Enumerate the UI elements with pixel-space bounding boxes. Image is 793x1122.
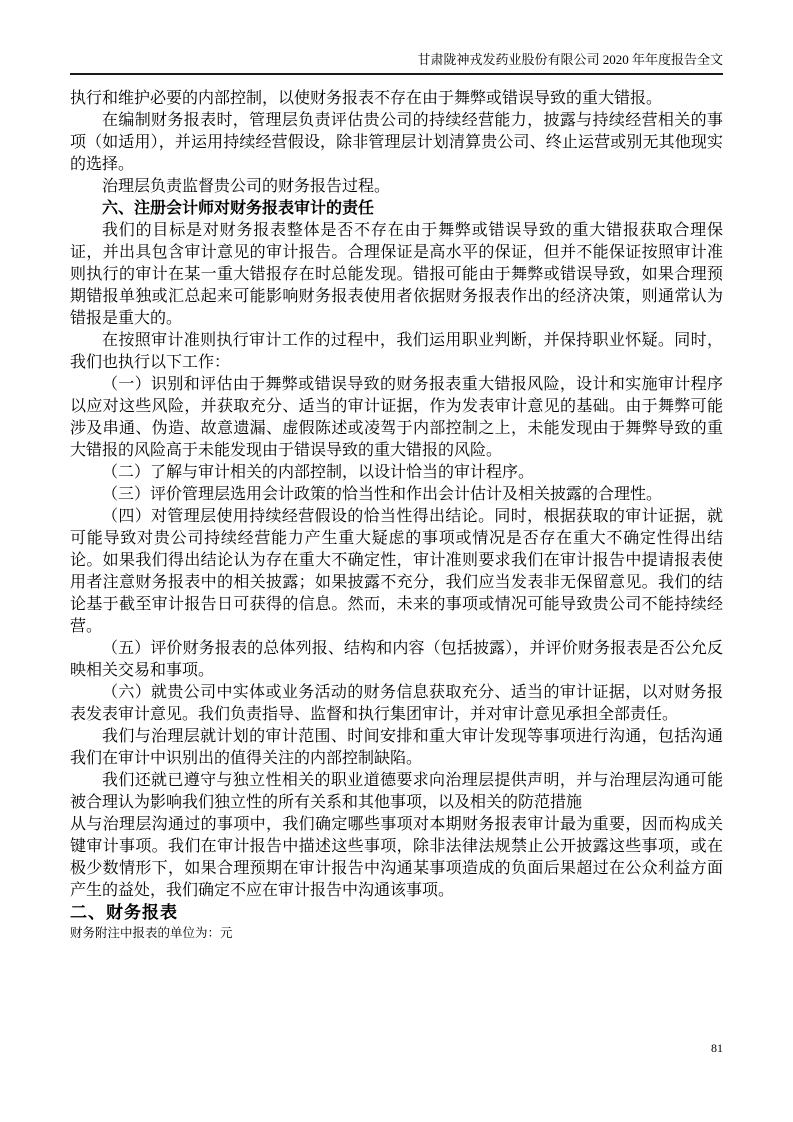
paragraph-item-5: （五）评价财务报表的总体列报、结构和内容（包括披露），并评价财务报表是否公允反映相关交易和事项。 [70, 640, 723, 679]
paragraph-independence-statement: 我们还就已遵守与独立性相关的职业道德要求向治理层提供声明，并与治理层沟通可能被合理认为影响我们独立性的所有关系和其他事项，以及相关的防范措施 [70, 772, 723, 811]
paragraph-key-audit-matters: 从与治理层沟通过的事项中，我们确定哪些事项对本期财务报表审计最为重要，因而构成关键审计事项。我们在审计报告中描述这些事项，除非法律法规禁止公开披露这些事项，或在极少数情形下，如果合理预期在审计报告中沟通某事项造成的负面后果超过在公众利益方面产生的益处，我们确定不应在审计报告中沟通该事项。 [70, 816, 723, 899]
paragraph-continuation: 执行和维护必要的内部控制，以使财务报表不存在由于舞弊或错误导致的重大错报。 [70, 90, 663, 107]
paragraph-professional-judgment: 在按照审计准则执行审计工作的过程中，我们运用职业判断，并保持职业怀疑。同时，我们也执行以下工作： [70, 332, 723, 371]
paragraph-item-3: （三）评价管理层选用会计政策的恰当性和作出会计估计及相关披露的合理性。 [102, 486, 663, 503]
paragraph-item-6: （六）就贵公司中实体或业务活动的财务信息获取充分、适当的审计证据，以对财务报表发表审计意见。我们负责指导、监督和执行集团审计，并对审计意见承担全部责任。 [70, 684, 723, 723]
paragraph-item-4: （四）对管理层使用持续经营假设的恰当性得出结论。同时，根据获取的审计证据，就可能导致对贵公司持续经营能力产生重大疑虑的事项或情况是否存在重大不确定性得出结论。如果我们得出结论认为存在重大不确定性，审计准则要求我们在审计报告中提请报表使用者注意财务报表中的相关披露；如果披露不充分，我们应当发表非无保留意见。我们的结论基于截至审计报告日可获得的信息。然而，未来的事项或情况可能导致贵公司不能持续经营。 [70, 508, 723, 635]
paragraph-management-responsibility: 在编制财务报表时，管理层负责评估贵公司的持续经营能力，披露与持续经营相关的事项（如适用），并运用持续经营假设，除非管理层计划清算贵公司、终止运营或别无其他现实的选择。 [70, 112, 723, 173]
page-number: 81 [711, 1041, 723, 1055]
paragraph-governance-oversight: 治理层负责监督贵公司的财务报告过程。 [102, 178, 391, 195]
document-body [70, 88, 723, 942]
unit-note: 财务附注中报表的单位为：元 [70, 926, 233, 940]
section-heading-auditor-responsibility: 六、注册会计师对财务报表审计的责任 [102, 200, 375, 217]
paragraph-communication-scope: 我们与治理层就计划的审计范围、时间安排和重大审计发现等事项进行沟通，包括沟通我们在审计中识别出的值得关注的内部控制缺陷。 [70, 728, 723, 767]
section-heading-financial-statements: 二、财务报表 [70, 903, 178, 922]
paragraph-item-1: （一）识别和评估由于舞弊或错误导致的财务报表重大错报风险，设计和实施审计程序以应对这些风险，并获取充分、适当的审计证据，作为发表审计意见的基础。由于舞弊可能涉及串通、伪造、故意遗漏、虚假陈述或凌驾于内部控制之上，未能发现由于舞弊导致的重大错报的风险高于未能发现由于错误导致的重大错报的风险。 [70, 376, 723, 459]
paragraph-item-2: （二）了解与审计相关的内部控制，以设计恰当的审计程序。 [102, 464, 535, 481]
page-header-title: 甘肃陇神戎发药业股份有限公司 2020 年年度报告全文 [70, 50, 723, 75]
paragraph-audit-objective: 我们的目标是对财务报表整体是否不存在由于舞弊或错误导致的重大错报获取合理保证，并出具包含审计意见的审计报告。合理保证是高水平的保证，但并不能保证按照审计准则执行的审计在某一重大错报存在时总能发现。错报可能由于舞弊或错误导致，如果合理预期错报单独或汇总起来可能影响财务报表使用者依据财务报表作出的经济决策，则通常认为错报是重大的。 [70, 222, 723, 327]
